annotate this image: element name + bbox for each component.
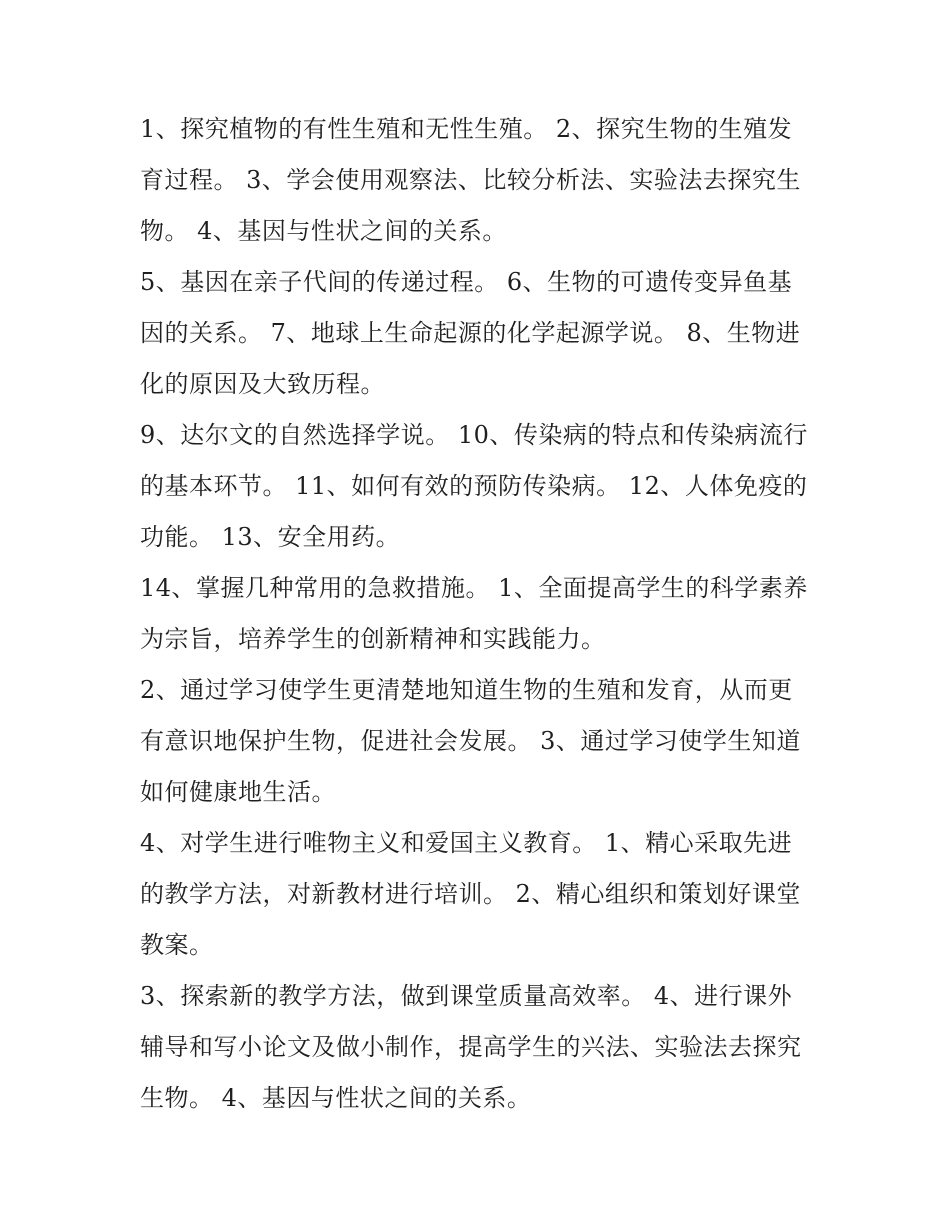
paragraph-4: 14、掌握几种常用的急救措施。 1、全面提高学生的科学素养 为宗旨，培养学生的创新精神和实践能力。 (140, 574, 808, 653)
paragraph-2: 5、基因在亲子代间的传递过程。 6、生物的可遗传变异鱼基 因的关系。 7、地球上生命起源的化学起源学说。 8、生物进 化的原因及大致历程。 (140, 268, 801, 398)
paragraph-7: 3、探索新的教学方法，做到课堂质量高效率。 4、进行课外 辅导和写小论文及做小制作，提高学生的兴法、实验法去探究 生物。 4、基因与性状之间的关系。 (140, 982, 802, 1112)
paragraph-3: 9、达尔文的自然选择学说。 10、传染病的特点和传染病流行 的基本环节。 11、如何有效的预防传染病。 12、人体免疫的 功能。 13、安全用药。 (140, 421, 808, 551)
paragraph-1: 1、探究植物的有性生殖和无性生殖。 2、探究生物的生殖发 育过程。 3、学会使用观察法、比较分析法、实验法去探究生 物。 4、基因与性状之间的关系。 (140, 115, 801, 245)
paragraph-5: 2、通过学习使学生更清楚地知道生物的生殖和发育，从而更 有意识地保护生物，促进社会发展。 3、通过学习使学生知道 如何健康地生活。 (140, 676, 801, 806)
document-body (140, 104, 820, 1124)
paragraph-6: 4、对学生进行唯物主义和爱国主义教育。 1、精心采取先进 的教学方法，对新教材进行培训。 2、精心组织和策划好课堂 教案。 (140, 829, 801, 959)
